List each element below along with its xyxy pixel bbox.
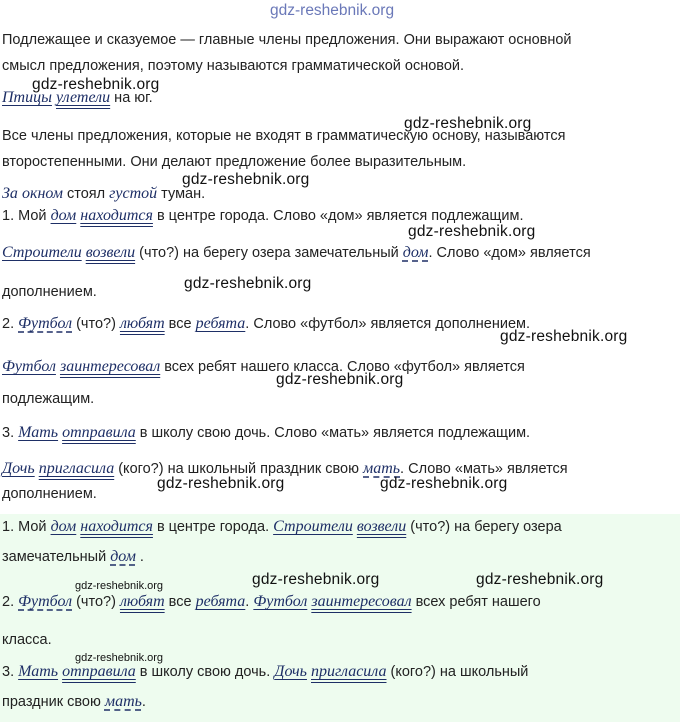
- sentence-1b-cont: дополнением.: [2, 284, 97, 300]
- answer-1-cont: замечательный дом .: [2, 548, 144, 565]
- sentence-2b: Футбол заинтересовал всех ребят нашего класса. Слово «футбол» является: [2, 358, 525, 375]
- watermark: gdz-reshebnik.org: [276, 371, 404, 388]
- watermark: gdz-reshebnik.org: [157, 475, 285, 492]
- example-2: За окном стоял густой туман.: [2, 185, 206, 202]
- intro-line-3: Все члены предложения, которые не входят в грамматическую основу, называются: [2, 128, 566, 144]
- watermark: gdz-reshebnik.org: [182, 171, 310, 188]
- sentence-3: 3. Мать отправила в школу свою дочь. Слово «мать» является подлежащим.: [2, 424, 531, 441]
- answer-2-cont: класса.: [2, 632, 52, 648]
- watermark: gdz-reshebnik.org: [476, 571, 604, 588]
- intro-line-1: Подлежащее и сказуемое — главные члены предложения. Они выражают основной: [2, 32, 572, 48]
- sentence-3b-cont: дополнением.: [2, 486, 97, 502]
- watermark: gdz-reshebnik.org: [32, 76, 160, 93]
- predicate: улетели: [55, 89, 111, 106]
- intro-line-4: второстепенными. Они делают предложение более выразительным.: [2, 154, 467, 170]
- watermark: gdz-reshebnik.org: [380, 475, 508, 492]
- sentence-1: 1. Мой дом находится в центре города. Слово «дом» является подлежащим.: [2, 207, 524, 224]
- subject: Птицы: [2, 89, 52, 106]
- answer-3: 3. Мать отправила в школу свою дочь. Дочь пригласила (кого?) на школьный: [2, 663, 529, 680]
- answer-block: [0, 514, 680, 722]
- watermark: gdz-reshebnik.org: [408, 223, 536, 240]
- watermark-small: gdz-reshebnik.org: [75, 580, 164, 592]
- watermark: gdz-reshebnik.org: [184, 275, 312, 292]
- sentence-2b-cont: подлежащим.: [2, 391, 95, 407]
- watermark: gdz-reshebnik.org: [252, 571, 380, 588]
- answer-3-cont: праздник свою мать.: [2, 693, 146, 710]
- intro-line-2: смысл предложения, поэтому называются грамматической основой.: [2, 58, 465, 74]
- watermark: gdz-reshebnik.org: [500, 328, 628, 345]
- answer-1: 1. Мой дом находится в центре города. Строители возвели (что?) на берегу озера: [2, 518, 562, 535]
- sentence-2: 2. Футбол (что?) любят все ребята. Слово «футбол» является дополнением.: [2, 315, 531, 332]
- watermark-top: gdz-reshebnik.org: [270, 2, 395, 19]
- watermark: gdz-reshebnik.org: [404, 115, 532, 132]
- watermark-small: gdz-reshebnik.org: [75, 652, 164, 664]
- answer-2: 2. Футбол (что?) любят все ребята. Футбол заинтересовал всех ребят нашего: [2, 593, 541, 610]
- sentence-1b: Строители возвели (что?) на берегу озера замечательный дом. Слово «дом» является: [2, 244, 591, 261]
- example-1: Птицы улетели на юг.: [2, 89, 153, 106]
- sentence-3b: Дочь пригласила (кого?) на школьный праздник свою мать. Слово «мать» является: [2, 460, 568, 477]
